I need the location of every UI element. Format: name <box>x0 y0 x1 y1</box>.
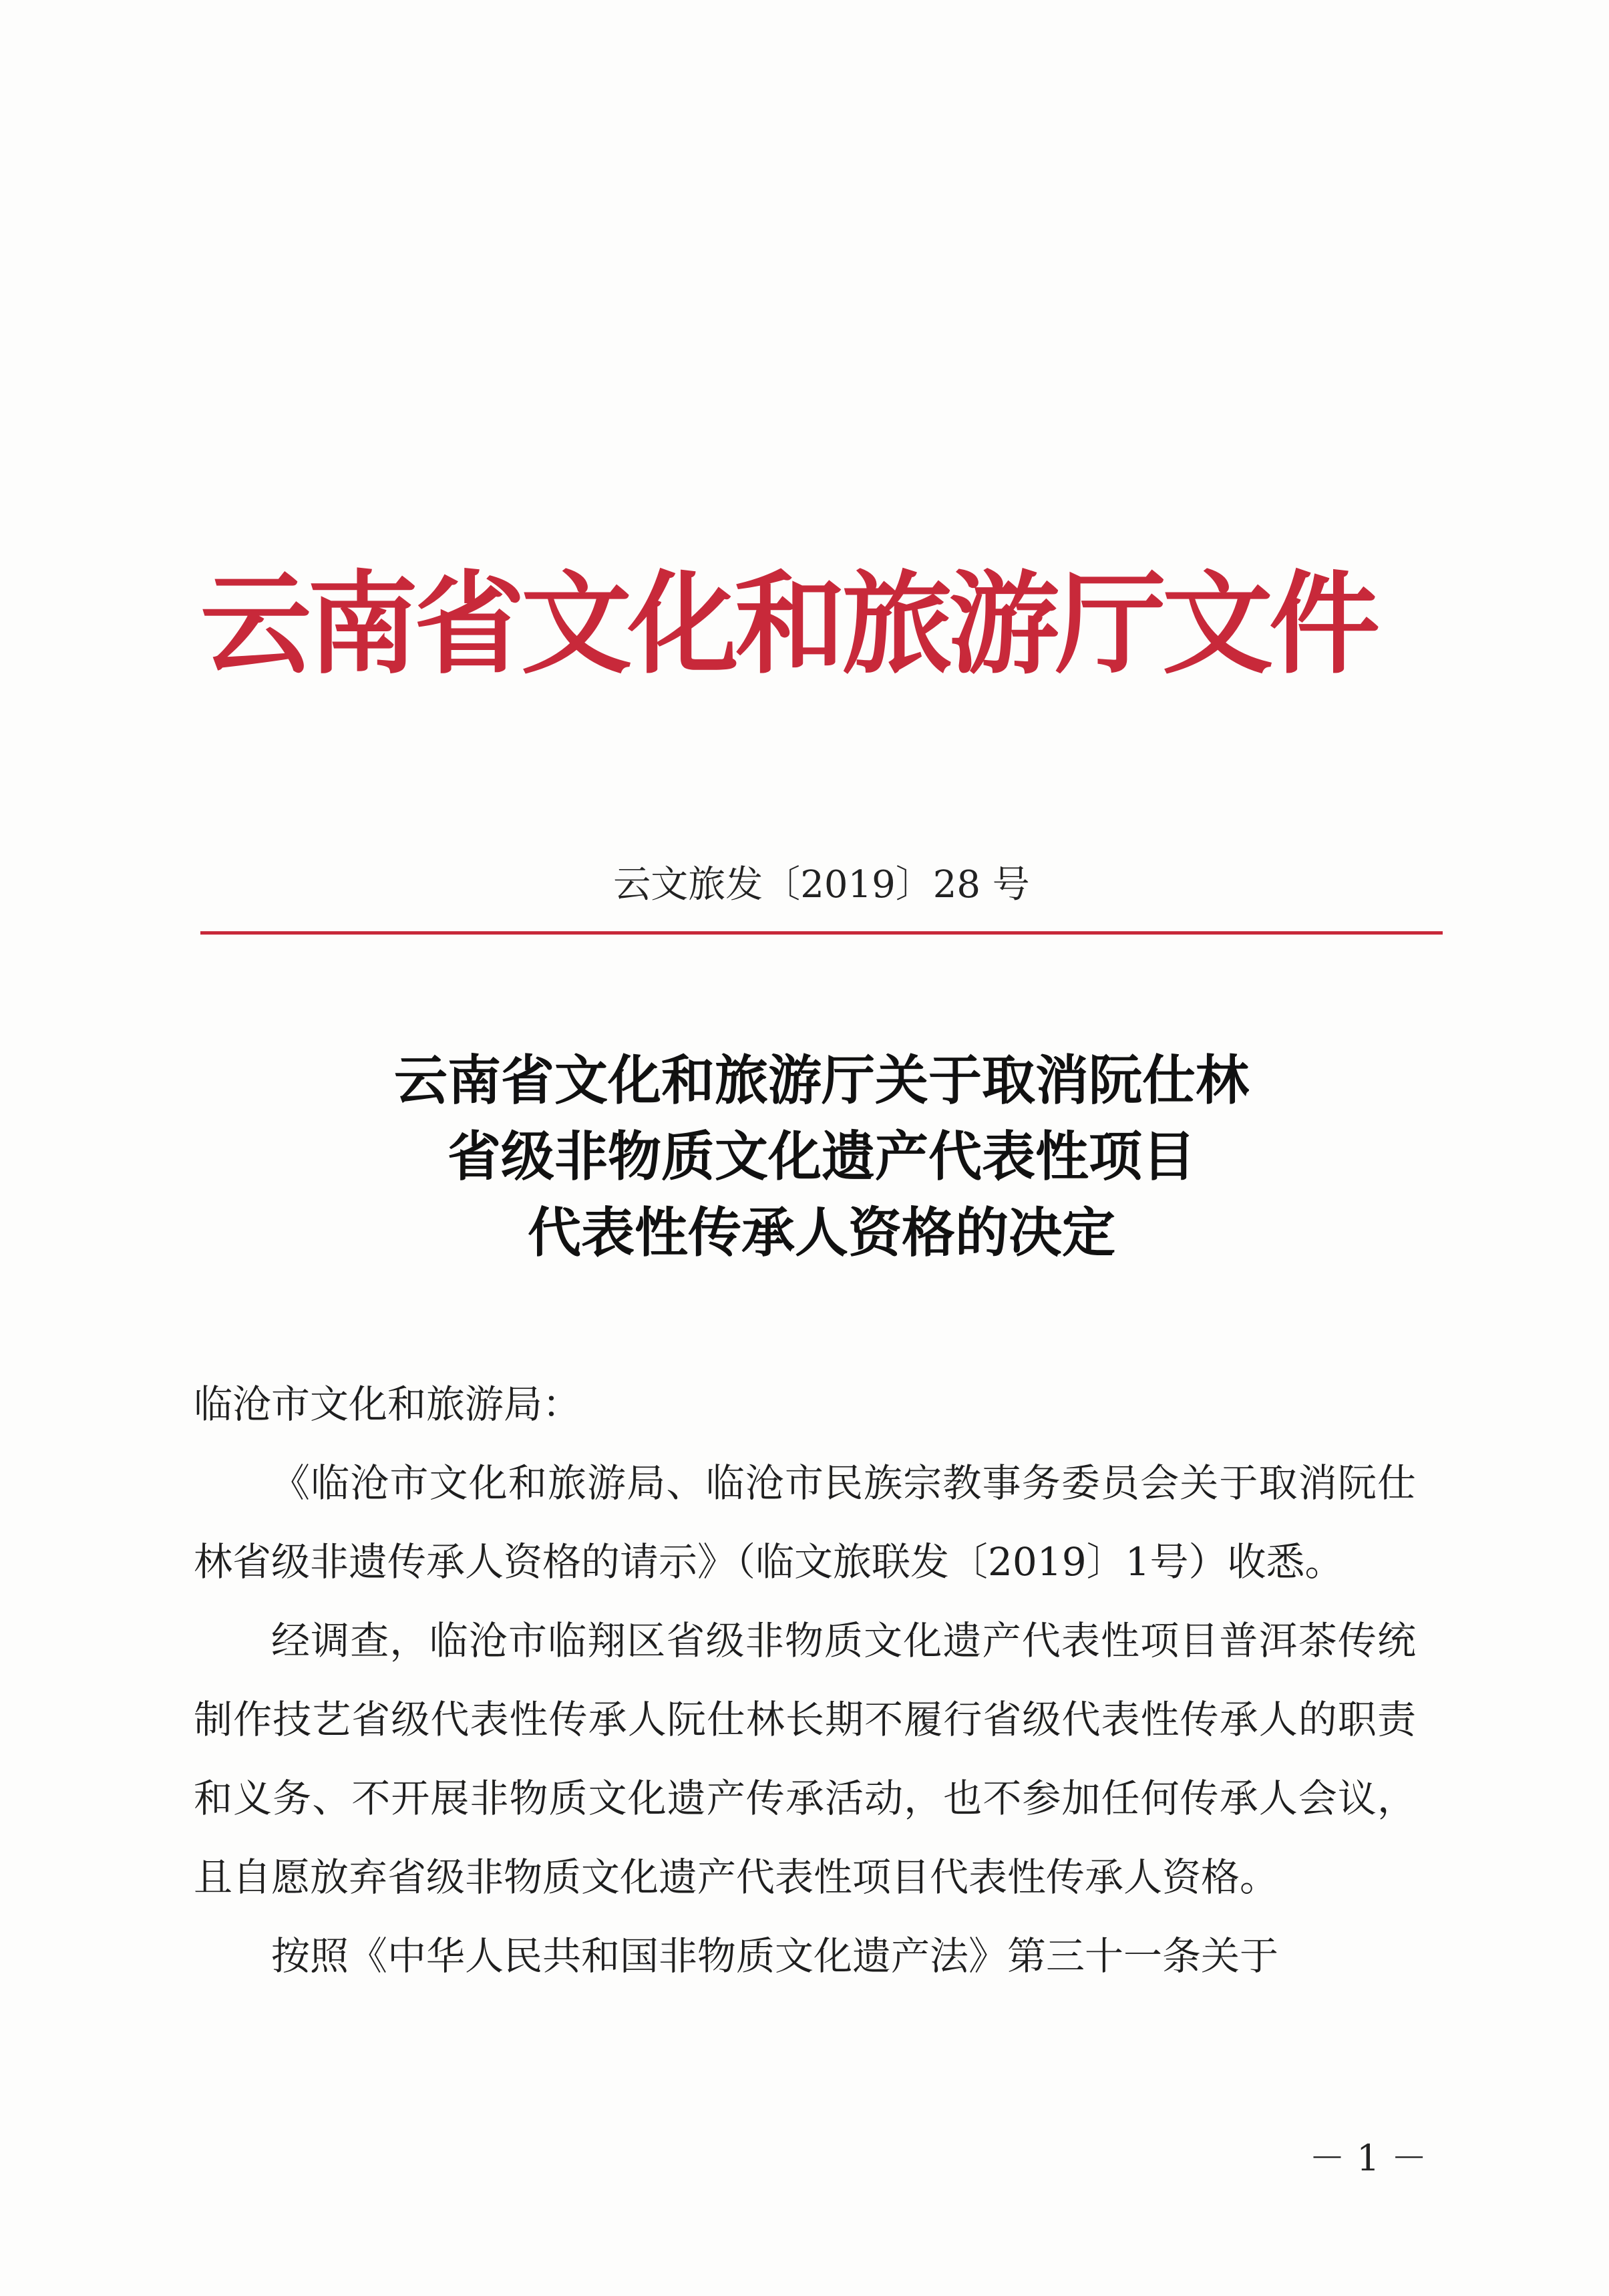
page-number: － 1 － <box>1309 2137 1427 2179</box>
document-title <box>200 1042 1443 1271</box>
addressee: 临沧市文化和旅游局： <box>194 1381 582 1427</box>
red-separator-line <box>200 931 1443 935</box>
issuer-header-title: 云南省文化和旅游厅文件 <box>200 559 1376 689</box>
body-paragraph-3: 按照《中华人民共和国非物质文化遗产法》第三十一条关于 <box>271 1933 1279 1979</box>
title-line-1: 云南省文化和旅游厅关于取消阮仕林 <box>394 1049 1249 1112</box>
title-line-3: 代表性传承人资格的决定 <box>528 1201 1115 1264</box>
body-paragraph-1: 《临沧市文化和旅游局、临沧市民族宗教事务委员会关于取消阮仕林省级非遗传承人资格的请示》（临文旅联发〔2019〕1号）收悉。 <box>194 1460 1416 1585</box>
document-number: 云文旅发〔2019〕28 号 <box>613 863 1030 907</box>
body-paragraph-2: 经调查，临沧市临翔区省级非物质文化遗产代表性项目普洱茶传统制作技艺省级代表性传承人阮仕林长期不履行省级代表性传承人的职责和义务、不开展非物质文化遗产传承活动，也不参加任何传承人会议，且自愿放弃省级非物质文化遗产代表性项目代表性传承人资格。 <box>194 1618 1416 1900</box>
title-line-2: 省级非物质文化遗产代表性项目 <box>448 1125 1196 1188</box>
document-body <box>194 1365 1416 1995</box>
